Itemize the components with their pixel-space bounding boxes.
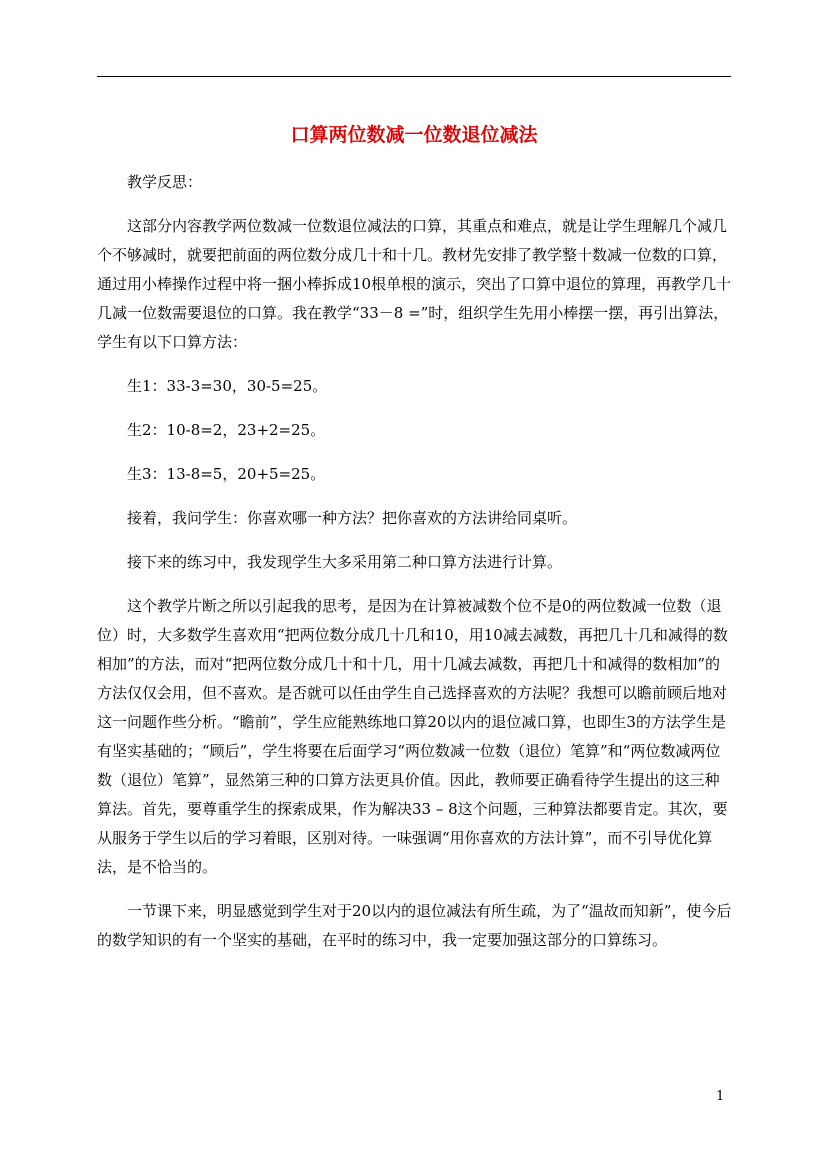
document-title: 口算两位数减一位数退位减法 [290, 124, 538, 146]
paragraph-method-2: 生2：10-8=2，23+2=25。 [127, 421, 326, 439]
document-body [97, 168, 733, 955]
paragraph: 这个教学片断之所以引起我的思考，是因为在计算被减数个位不是0的两位数减一位数（退位）时，大多数学生喜欢用“把两位数分成几十几和10，用10减去减数，再把几十几和减得的数相加”的方法，而对“把两位数分成几十和十几，用十几减去减数，再把几十和减得的数相加”的方法仅仅会用，但不喜欢。是否就可以任由学生自己选择喜欢的方法呢？我想可以瞻前顾后地对这一问题作些分析。“瞻前”，学生应能熟练地口算20以内的退位减口算，也即生3的方法学生是有坚实基础的；“顾后”，学生将要在后面学习“两位数减一位数（退位）笔算”和“两位数减两位数（退位）笔算”，显然第三种的口算方法更具价值。因此，教师要正确看待学生提出的这三种算法。首先，要尊重学生的探索成果，作为解决33 – 8这个问题，三种算法都要肯定。其次，要从服务于学生以后的学习着眼，区别对待。一味强调“用你喜欢的方法计算”，而不引导优化算法，是不恰当的。 [97, 597, 728, 876]
paragraph-method-3: 生3：13-8=5，20+5=25。 [127, 465, 326, 483]
paragraph: 接着，我问学生：你喜欢哪一种方法？把你喜欢的方法讲给同桌听。 [127, 509, 578, 527]
header-rule [97, 76, 731, 77]
paragraph: 接下来的练习中，我发现学生大多采用第二种口算方法进行计算。 [127, 553, 563, 571]
paragraph: 一节课下来，明显感觉到学生对于20以内的退位减法有所生疏，为了“温故而知新”，使今后的数学知识的有一个坚实的基础，在平时的练习中，我一定要加强这部分的口算练习。 [97, 902, 732, 949]
paragraph: 这部分内容教学两位数减一位数退位减法的口算，其重点和难点，就是让学生理解几个减几个不够减时，就要把前面的两位数分成几十和十几。教材先安排了教学整十数减一位数的口算，通过用小棒操作过程中将一捆小棒拆成10根单根的演示，突出了口算中退位的算理，再教学几十几减一位数需要退位的口算。我在教学“33－8 =”时，组织学生先用小棒摆一摆，再引出算法，学生有以下口算方法： [97, 217, 732, 351]
page-number: 1 [716, 1089, 725, 1104]
paragraph-method-1: 生1：33-3=30，30-5=25。 [127, 377, 328, 395]
paragraph-heading: 教学反思： [127, 173, 203, 191]
